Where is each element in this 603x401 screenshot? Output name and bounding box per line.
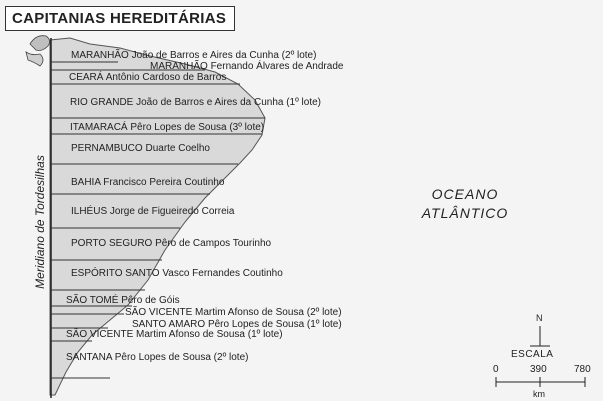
captaincy-label-sao-vicente-2: SÃO VICENTE Martim Afonso de Sousa (2º lote) [125,307,342,318]
scale-title: ESCALA [511,349,554,360]
captaincy-label-porto-seguro: PORTO SEGURO Pêro de Campos Tourinho [71,238,272,249]
captaincy-label-ceara: CEARÁ Antônio Cardoso de Barros [69,72,227,83]
captaincy-label-santana: SANTANA Pêro Lopes de Sousa (2º lote) [66,352,249,363]
captaincy-label-ilheus: ILHÉUS Jorge de Figueiredo Correia [71,206,235,217]
captaincy-label-espirito-santo: ESPÓRITO SANTO Vasco Fernandes Coutinho [71,268,283,279]
captaincy-label-sao-tome: SÃO TOMÉ Pêro de Góis [66,295,180,306]
scale-tick-390: 390 [530,364,547,375]
scale-tick-780: 780 [574,364,591,375]
captaincies-map: CAPITANIAS HEREDITÁRIAS Meridiano de Tordesilhas OCEANO ATLÂNTICO MARANHÃO João de Barros e Aires da Cunha (2º lote) MARANHÃO Fernando Álvares de Andrade CEARÁ Antônio Cardoso de Barros RIO GRANDE João de Barros e Aires da Cunha (1º lote) ITAMARACÁ Pêro Lopes de Sousa (3º lote) PERNAMBUCO Duarte Coelho BAHIA Francisco Pereira Coutinho ILHÉUS Jorge de Figueiredo Correia PORTO SEGURO Pêro de Campos Tourinho ESPÓRITO SANTO Vasco Fernandes Coutinho SÃO TOMÉ Pêro de Góis SÃO VICENTE Martim Afonso de Sousa (2º lote) SANTO AMARO Pêro Lopes de Sousa (1º lote) SÃO VICENTE Martim Afonso de Sousa (1º lote) SANTANA Pêro Lopes de Sousa (2º lote) N ESCALA 0 390 780 km [0,0,603,401]
captaincy-label-bahia: BAHIA Francisco Pereira Coutinho [71,177,225,188]
captaincy-label-maranhao-2: MARANHÃO João de Barros e Aires da Cunha (2º lote) [71,50,317,61]
captaincy-label-rio-grande: RIO GRANDE João de Barros e Aires da Cunha (1º lote) [70,97,321,108]
coast-detail-north-2 [26,52,43,66]
captaincy-label-pernambuco: PERNAMBUCO Duarte Coelho [71,143,210,154]
captaincy-label-itamaraca: ITAMARACÁ Pêro Lopes de Sousa (3º lote) [70,122,265,133]
ocean-label: OCEANO ATLÂNTICO [421,186,509,221]
north-label: N [536,313,543,323]
scale-tick-0: 0 [493,364,499,375]
captaincy-label-santo-amaro: SANTO AMARO Pêro Lopes de Sousa (1º lote) [132,319,342,330]
map-title: CAPITANIAS HEREDITÁRIAS [5,6,235,31]
coast-detail-north [30,36,50,51]
captaincy-label-sao-vicente-1: SÃO VICENTE Martim Afonso de Sousa (1º lote) [66,329,283,340]
captaincy-label-maranhao-fernando: MARANHÃO Fernando Álvares de Andrade [150,61,344,72]
scale-unit: km [533,389,545,399]
north-arrow [530,326,550,346]
scale-bar [496,377,585,387]
